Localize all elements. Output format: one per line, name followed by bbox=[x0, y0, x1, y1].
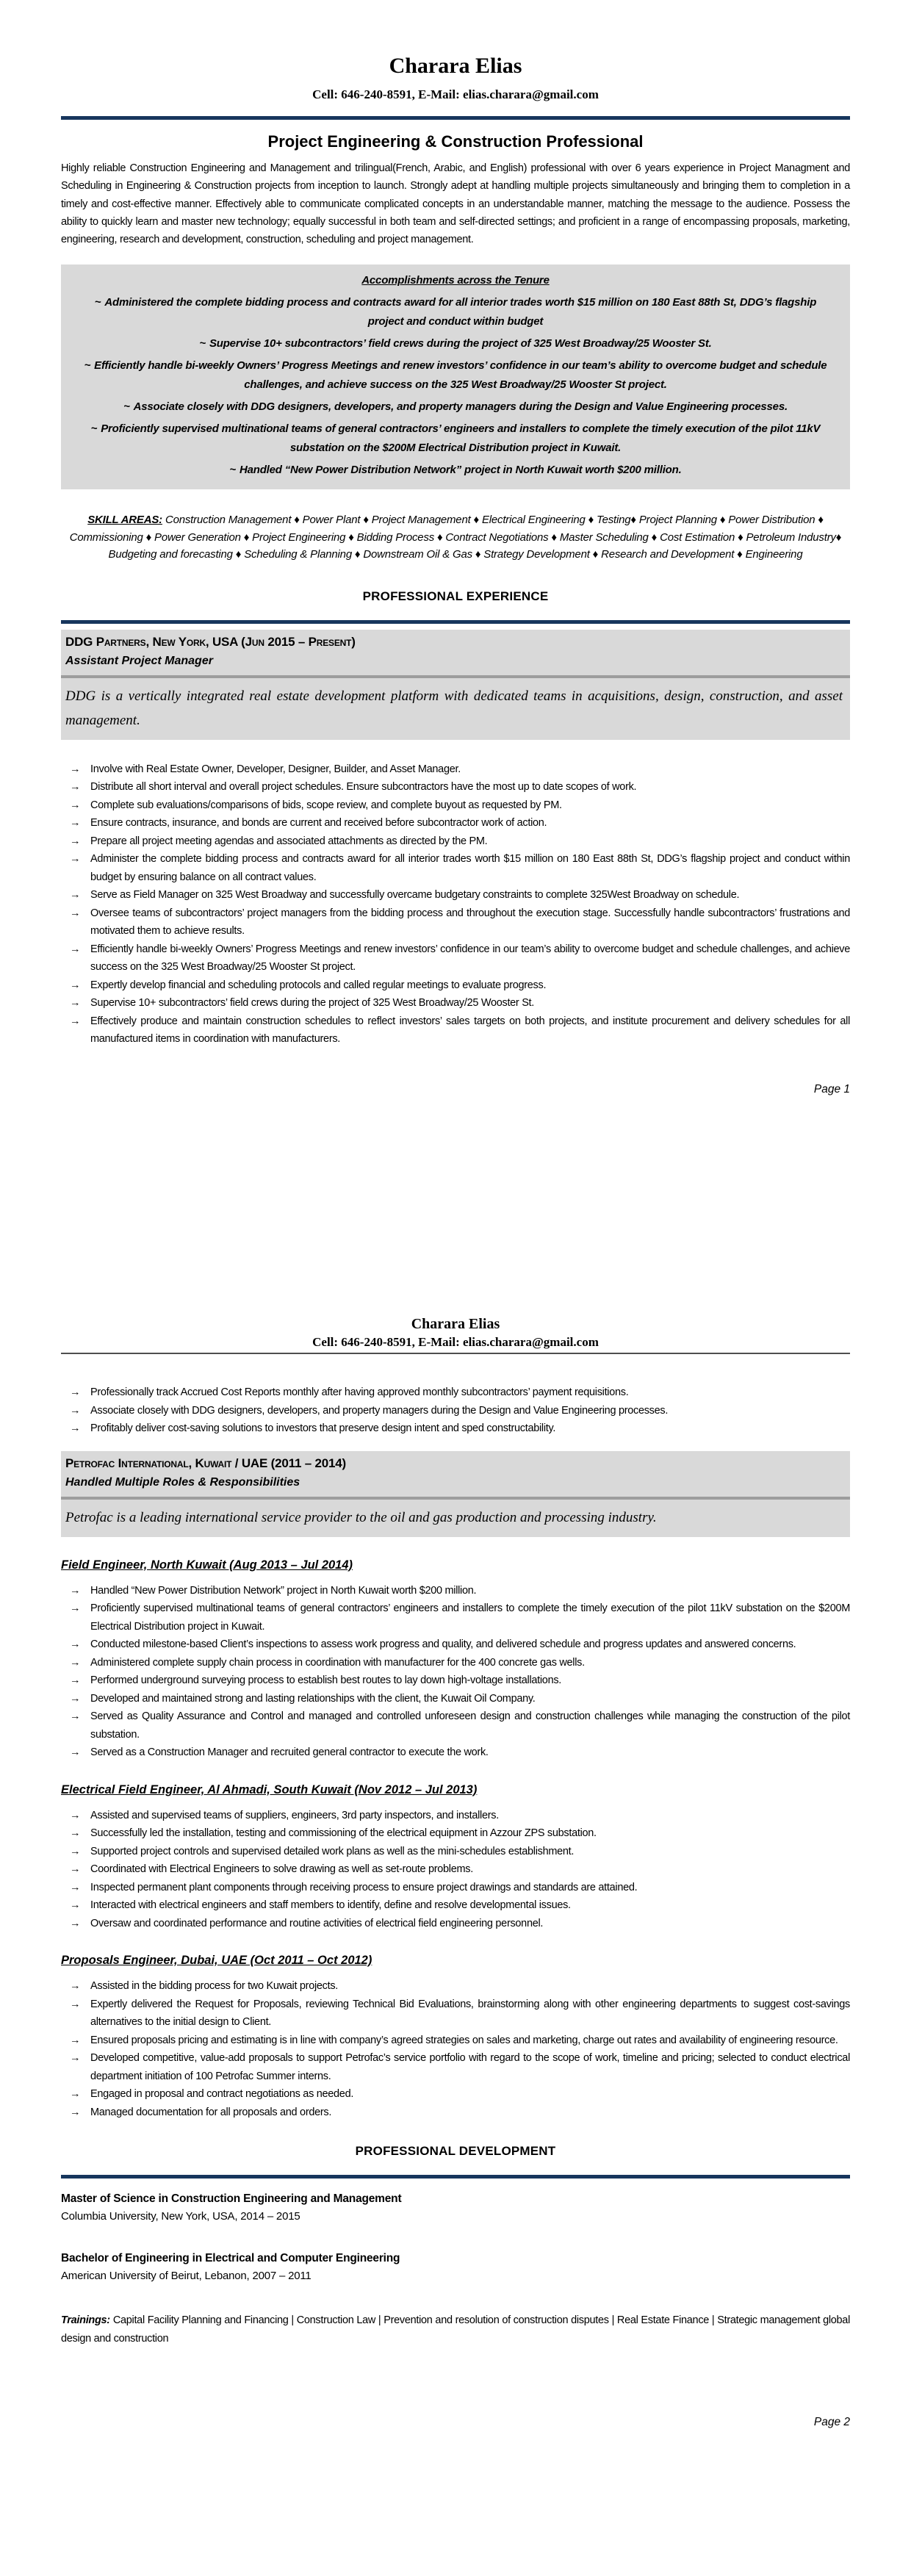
bullet-text: Associate closely with DDG designers, developers, and property managers during the Design and Value Engineering processes. bbox=[90, 1404, 669, 1417]
bullet-list-ddg-continued bbox=[61, 1384, 850, 1438]
bullet-item bbox=[61, 886, 850, 904]
bullet-text: Performed underground surveying process to establish best routes to lay down high-voltage installations. bbox=[90, 1674, 562, 1686]
bullet-text: Profitably deliver cost-saving solutions to investors that preserve design intent and sped constructability. bbox=[90, 1422, 556, 1434]
bullet-item bbox=[61, 814, 850, 832]
bullet-item bbox=[61, 2032, 850, 2050]
arrow-bullet-icon: → bbox=[70, 979, 81, 991]
contact-line: Cell: 646-240-8591, E-Mail: elias.charara@gmail.com bbox=[312, 87, 599, 101]
arrow-bullet-icon: → bbox=[70, 1863, 81, 1875]
tilde-bullet-icon: ~ bbox=[229, 464, 236, 477]
bullet-text: Proficiently supervised multinational teams of general contractors’ engineers and installers to complete the timely execution of the pilot 11kV substation on the $200M Electrical Distribution project in Kuwait. bbox=[101, 422, 821, 455]
school-line: Columbia University, New York, USA, 2014 – 2015 bbox=[61, 2210, 300, 2223]
bullet-item bbox=[61, 1384, 850, 1402]
bullet-item bbox=[61, 2049, 850, 2085]
page-title: Charara Elias bbox=[389, 54, 522, 78]
bullet-text: Inspected permanent plant components through receiving process to ensure project drawings and standards are attained. bbox=[90, 1881, 638, 1893]
section-divider bbox=[61, 2175, 850, 2179]
arrow-bullet-icon: → bbox=[70, 799, 81, 811]
accomplishments-box bbox=[61, 265, 850, 489]
company-description: Petrofac is a leading international service provider to the oil and gas production and processing industry. bbox=[65, 1509, 657, 1525]
section-heading-development: PROFESSIONAL DEVELOPMENT bbox=[355, 2144, 556, 2158]
bullet-text: Efficiently handle bi-weekly Owners’ Progress Meetings and renew investors’ confidence in our team’s ability to overcome budget and schedule challenges, and achieve success on the 325 West Broadway/25 Wooster St project. bbox=[94, 359, 827, 392]
bullet-text: Complete sub evaluations/comparisons of bids, scope review, and complete buyout as requested by PM. bbox=[90, 799, 562, 811]
bullet-text: Handled “New Power Distribution Network” project in North Kuwait worth $200 million. bbox=[90, 1584, 477, 1597]
accomplishment-item bbox=[80, 356, 831, 395]
bullet-item bbox=[61, 1012, 850, 1048]
bullet-item bbox=[61, 940, 850, 976]
arrow-bullet-icon: → bbox=[70, 2052, 81, 2064]
skills-label: SKILL AREAS: bbox=[87, 514, 162, 527]
accomplishment-item bbox=[80, 461, 831, 480]
bullet-text: Proficiently supervised multinational teams of general contractors’ engineers and installers to complete the timely execution of the pilot 11kV substation on the $200M Electrical Distribution project in Kuwait. bbox=[90, 1602, 850, 1633]
arrow-bullet-icon: → bbox=[70, 943, 81, 955]
arrow-bullet-icon: → bbox=[70, 1998, 81, 2010]
bullet-text: Served as Quality Assurance and Control and managed and controlled unforeseen design and construction challenges while managing the construction of the pilot substation. bbox=[90, 1710, 850, 1741]
bullet-item bbox=[61, 1977, 850, 1996]
bullet-text: Handled “New Power Distribution Network” project in North Kuwait worth $200 million. bbox=[239, 464, 682, 477]
bullet-item bbox=[61, 1879, 850, 1897]
arrow-bullet-icon: → bbox=[70, 781, 81, 794]
bullet-item bbox=[61, 1654, 850, 1672]
arrow-bullet-icon: → bbox=[70, 1710, 81, 1722]
bullet-item bbox=[61, 904, 850, 940]
arrow-bullet-icon: → bbox=[70, 1692, 81, 1705]
bullet-text: Administered complete supply chain process in coordination with manufacturer for the 400 concrete gas wells. bbox=[90, 1656, 585, 1669]
bullet-list-ddg bbox=[61, 760, 850, 1048]
bullet-text: Successfully led the installation, testing and commissioning of the electrical equipment in Azzour ZPS substation. bbox=[90, 1827, 597, 1839]
arrow-bullet-icon: → bbox=[70, 2106, 81, 2118]
summary-paragraph: Highly reliable Construction Engineering and Management and trilingual(French, Arabic, and English) professional with over 6 years experience in Project Managment and Scheduling in Engineering & Construction projects from inception to launch. Strongly adept at handling multiple projects simultaneously and bringing them to completion in a timely and cost-effective manner. Effectively able to communicate complicated concepts in an understandable manner, matching the message to the audience. Possess the ability to quickly learn and master new technology; equally successful in both team and self-directed settings; and proficient in a range of encompassing proposals, marketing, engineering, research and development, construction, scheduling and project management. bbox=[61, 162, 850, 246]
bullet-item bbox=[61, 832, 850, 851]
bullet-text: Interacted with electrical engineers and staff members to identify, define and resolve developmental issues. bbox=[90, 1899, 571, 1911]
arrow-bullet-icon: → bbox=[70, 1827, 81, 1839]
arrow-bullet-icon: → bbox=[70, 1602, 81, 1614]
bullet-item bbox=[61, 1843, 850, 1861]
tilde-bullet-icon: ~ bbox=[94, 296, 101, 309]
bullet-text: Oversaw and coordinated performance and routine activities of electrical field engineering personnel. bbox=[90, 1917, 544, 1929]
arrow-bullet-icon: → bbox=[70, 1656, 81, 1669]
bullet-text: Serve as Field Manager on 325 West Broadway and successfully overcame budgetary constraints to complete 325West Broadway on schedule. bbox=[90, 889, 740, 902]
arrow-bullet-icon: → bbox=[70, 835, 81, 847]
accomplishment-item bbox=[80, 334, 831, 353]
header-divider bbox=[61, 1353, 850, 1354]
bullet-text: Professionally track Accrued Cost Reports monthly after having approved monthly subcontractors’ payment requisitions. bbox=[90, 1386, 629, 1398]
bullet-item bbox=[61, 1744, 850, 1762]
degree-title: Bachelor of Engineering in Electrical and Computer Engineering bbox=[61, 2252, 400, 2264]
job-header-top bbox=[61, 630, 850, 678]
bullet-text: Engaged in proposal and contract negotiations as needed. bbox=[90, 2088, 354, 2100]
bullet-item bbox=[61, 1672, 850, 1690]
resume-page-2 bbox=[0, 1282, 911, 2430]
page-number: Page 1 bbox=[813, 1082, 850, 1095]
job-header-ddg bbox=[61, 630, 850, 740]
accomplishments-title: Accomplishments across the Tenure bbox=[361, 274, 550, 287]
accomplishments-list bbox=[80, 293, 831, 480]
arrow-bullet-icon: → bbox=[70, 1404, 81, 1417]
bullet-text: Expertly delivered the Request for Proposals, reviewing Technical Bid Evaluations, brainstorming along with other engineering departments to suggest cost-savings alternatives to the initial design to Client. bbox=[90, 1998, 850, 2028]
bullet-text: Coordinated with Electrical Engineers to solve drawing as well as set-route problems. bbox=[90, 1863, 473, 1875]
bullet-text: Prepare all project meeting agendas and associated attachments as directed by the PM. bbox=[90, 835, 488, 847]
bullet-text: Supervise 10+ subcontractors’ field crews during the project of 325 West Broadway/25 Wooster St. bbox=[209, 337, 712, 350]
bullet-item bbox=[61, 994, 850, 1012]
bullet-text: Developed competitive, value-add proposals to support Petrofac’s service portfolio with regard to the scope of work, timeline and pricing; selected to conduct electrical department initiation of 100 Petrofac Summer interns. bbox=[90, 2052, 850, 2082]
bullet-text: Efficiently handle bi-weekly Owners’ Progress Meetings and renew investors’ confidence in our team’s ability to overcome budget and schedule challenges, and achieve success on the 325 West Broadway/25 Wooster St project. bbox=[90, 943, 850, 974]
bullet-item bbox=[61, 1582, 850, 1600]
arrow-bullet-icon: → bbox=[70, 1015, 81, 1027]
arrow-bullet-icon: → bbox=[70, 1638, 81, 1650]
bullet-item bbox=[61, 778, 850, 796]
bullet-item bbox=[61, 1402, 850, 1420]
bullet-text: Distribute all short interval and overall project schedules. Ensure subcontractors have the most up to date scopes of work. bbox=[90, 781, 637, 794]
bullet-text: Supervise 10+ subcontractors’ field crews during the project of 325 West Broadway/25 Wooster St. bbox=[90, 997, 535, 1010]
job-header-petrofac bbox=[61, 1451, 850, 1537]
page-number: Page 2 bbox=[813, 2416, 850, 2428]
bullet-item bbox=[61, 2104, 850, 2122]
degree-title: Master of Science in Construction Engineering and Management bbox=[61, 2192, 402, 2205]
arrow-bullet-icon: → bbox=[70, 907, 81, 919]
bullet-text: Assisted and supervised teams of suppliers, engineers, 3rd party inspectors, and installers. bbox=[90, 1809, 499, 1821]
arrow-bullet-icon: → bbox=[70, 1584, 81, 1597]
accomplishment-item bbox=[80, 293, 831, 331]
tilde-bullet-icon: ~ bbox=[90, 422, 98, 436]
bullet-item bbox=[61, 2085, 850, 2104]
headline: Project Engineering & Construction Professional bbox=[267, 132, 644, 151]
skills-paragraph bbox=[61, 511, 850, 564]
bullet-item bbox=[61, 760, 850, 779]
arrow-bullet-icon: → bbox=[70, 1422, 81, 1434]
tilde-bullet-icon: ~ bbox=[123, 400, 130, 414]
bullet-text: Expertly develop financial and scheduling protocols and called regular meetings to evaluate progress. bbox=[90, 979, 547, 991]
bullet-item bbox=[61, 1690, 850, 1708]
position-title-electrical-field-engineer: Electrical Field Engineer, Al Ahmadi, South Kuwait (Nov 2012 – Jul 2013) bbox=[61, 1782, 478, 1796]
arrow-bullet-icon: → bbox=[70, 1386, 81, 1398]
tilde-bullet-icon: ~ bbox=[199, 337, 206, 350]
resume-page-1 bbox=[0, 0, 911, 1282]
arrow-bullet-icon: → bbox=[70, 1917, 81, 1929]
education-entry-masters bbox=[61, 2190, 850, 2226]
bullet-item bbox=[61, 1896, 850, 1915]
bullet-text: Served as a Construction Manager and recruited general contractor to execute the work. bbox=[90, 1746, 489, 1758]
page-title: Charara Elias bbox=[411, 1316, 500, 1332]
bullet-text: Assisted in the bidding process for two Kuwait projects. bbox=[90, 1980, 339, 1992]
trainings-text: Capital Facility Planning and Financing | Construction Law | Prevention and resolution of construction disputes | Real Estate Finance | Strategic management global design and construction bbox=[61, 2314, 850, 2345]
trainings-paragraph bbox=[61, 2311, 850, 2347]
header-divider bbox=[61, 116, 850, 120]
bullet-item bbox=[61, 1824, 850, 1843]
arrow-bullet-icon: → bbox=[70, 889, 81, 902]
bullet-item bbox=[61, 1860, 850, 1879]
bullet-text: Ensured proposals pricing and estimating is in line with company’s agreed strategies on sales and marketing, charge out rates and availability of engineering resource. bbox=[90, 2034, 838, 2046]
accomplishment-item bbox=[80, 420, 831, 458]
position-title-field-engineer: Field Engineer, North Kuwait (Aug 2013 – Jul 2014) bbox=[61, 1558, 353, 1572]
page-2-content bbox=[61, 1315, 850, 2430]
bullet-text: Oversee teams of subcontractors’ project managers from the bidding process and throughout the execution stage. Successfully handle subcontractors’ frustrations and motivated them to achieve results. bbox=[90, 907, 850, 938]
arrow-bullet-icon: → bbox=[70, 997, 81, 1010]
arrow-bullet-icon: → bbox=[70, 1674, 81, 1686]
bullet-text: Conducted milestone-based Client’s inspections to assess work progress and quality, and delivered schedule and progress updates and answered concerns. bbox=[90, 1638, 796, 1650]
arrow-bullet-icon: → bbox=[70, 1809, 81, 1821]
company-description: DDG is a vertically integrated real estate development platform with dedicated teams in acquisitions, design, construction, and asset management. bbox=[65, 688, 843, 728]
arrow-bullet-icon: → bbox=[70, 2088, 81, 2100]
role-title: Assistant Project Manager bbox=[65, 654, 213, 667]
trainings-label: Trainings: bbox=[61, 2314, 110, 2326]
bullet-item bbox=[61, 796, 850, 815]
bullet-item bbox=[61, 850, 850, 886]
tilde-bullet-icon: ~ bbox=[84, 359, 91, 373]
section-divider bbox=[61, 620, 850, 624]
arrow-bullet-icon: → bbox=[70, 1881, 81, 1893]
accomplishment-item bbox=[80, 397, 831, 417]
contact-line: Cell: 646-240-8591, E-Mail: elias.charara@gmail.com bbox=[312, 1335, 599, 1349]
arrow-bullet-icon: → bbox=[70, 1980, 81, 1992]
skills-text: Construction Management ♦ Power Plant ♦ Project Management ♦ Electrical Engineering ♦ Testing♦ Project Planning ♦ Power Distribution ♦ Commissioning ♦ Power Generation ♦ Project Engineering ♦ Bidding Process ♦ Contract Negotiations ♦ Master Scheduling ♦ Cost Estimation ♦ Petroleum Industry♦ Budgeting and forecasting ♦ Scheduling & Planning ♦ Downstream Oil & Gas ♦ Strategy Development ♦ Research and Development ♦ Engineering bbox=[69, 514, 842, 561]
position-title-proposals-engineer: Proposals Engineer, Dubai, UAE (Oct 2011 – Oct 2012) bbox=[61, 1954, 372, 1967]
bullet-item bbox=[61, 1708, 850, 1744]
job-header-top bbox=[61, 1451, 850, 1500]
company-name: DDG Partners, New York, USA (Jun 2015 – Present) bbox=[65, 634, 356, 649]
arrow-bullet-icon: → bbox=[70, 1845, 81, 1857]
bullet-text: Associate closely with DDG designers, developers, and property managers during the Design and Value Engineering processes. bbox=[133, 400, 788, 414]
bullet-item bbox=[61, 1915, 850, 1933]
bullet-list-proposals-engineer bbox=[61, 1977, 850, 2121]
bullet-item bbox=[61, 1807, 850, 1825]
bullet-item bbox=[61, 1600, 850, 1636]
bullet-item bbox=[61, 1420, 850, 1438]
bullet-text: Managed documentation for all proposals and orders. bbox=[90, 2106, 332, 2118]
bullet-text: Developed and maintained strong and lasting relationships with the client, the Kuwait Oil Company. bbox=[90, 1692, 536, 1705]
role-title: Handled Multiple Roles & Responsibilities bbox=[65, 1475, 300, 1489]
arrow-bullet-icon: → bbox=[70, 1899, 81, 1911]
bullet-text: Involve with Real Estate Owner, Developer, Designer, Builder, and Asset Manager. bbox=[90, 763, 461, 775]
arrow-bullet-icon: → bbox=[70, 763, 81, 775]
bullet-text: Administered the complete bidding process and contracts award for all interior trades worth $15 million on 180 East 88th St, DDG’s flagship project and conduct within budget bbox=[104, 296, 817, 328]
arrow-bullet-icon: → bbox=[70, 2034, 81, 2046]
arrow-bullet-icon: → bbox=[70, 1746, 81, 1758]
bullet-text: Effectively produce and maintain construction schedules to reflect investors’ sales targets on both projects, and institute procurement and delivery schedules for all manufactured items in coordination with manufacturers. bbox=[90, 1015, 850, 1046]
bullet-list-electrical-field-engineer bbox=[61, 1807, 850, 1933]
bullet-list-field-engineer bbox=[61, 1582, 850, 1762]
section-heading-experience: PROFESSIONAL EXPERIENCE bbox=[362, 589, 549, 603]
bullet-text: Ensure contracts, insurance, and bonds are current and received before subcontractor work of action. bbox=[90, 817, 547, 830]
bullet-text: Supported project controls and supervised detailed work plans as well as the mini-schedules establishment. bbox=[90, 1845, 575, 1857]
arrow-bullet-icon: → bbox=[70, 853, 81, 866]
bullet-item bbox=[61, 976, 850, 995]
arrow-bullet-icon: → bbox=[70, 817, 81, 830]
page-1-content bbox=[61, 53, 850, 1097]
bullet-item bbox=[61, 1636, 850, 1654]
education-entry-bachelors bbox=[61, 2250, 850, 2285]
company-name: Petrofac International, Kuwait / UAE (2011 – 2014) bbox=[65, 1456, 346, 1470]
bullet-text: Administer the complete bidding process and contracts award for all interior trades worth $15 million on 180 East 88th St, DDG’s flagship project and conduct within budget by ensuring balance on all contract values. bbox=[90, 853, 850, 883]
bullet-item bbox=[61, 1996, 850, 2032]
school-line: American University of Beirut, Lebanon, 2007 – 2011 bbox=[61, 2270, 312, 2282]
